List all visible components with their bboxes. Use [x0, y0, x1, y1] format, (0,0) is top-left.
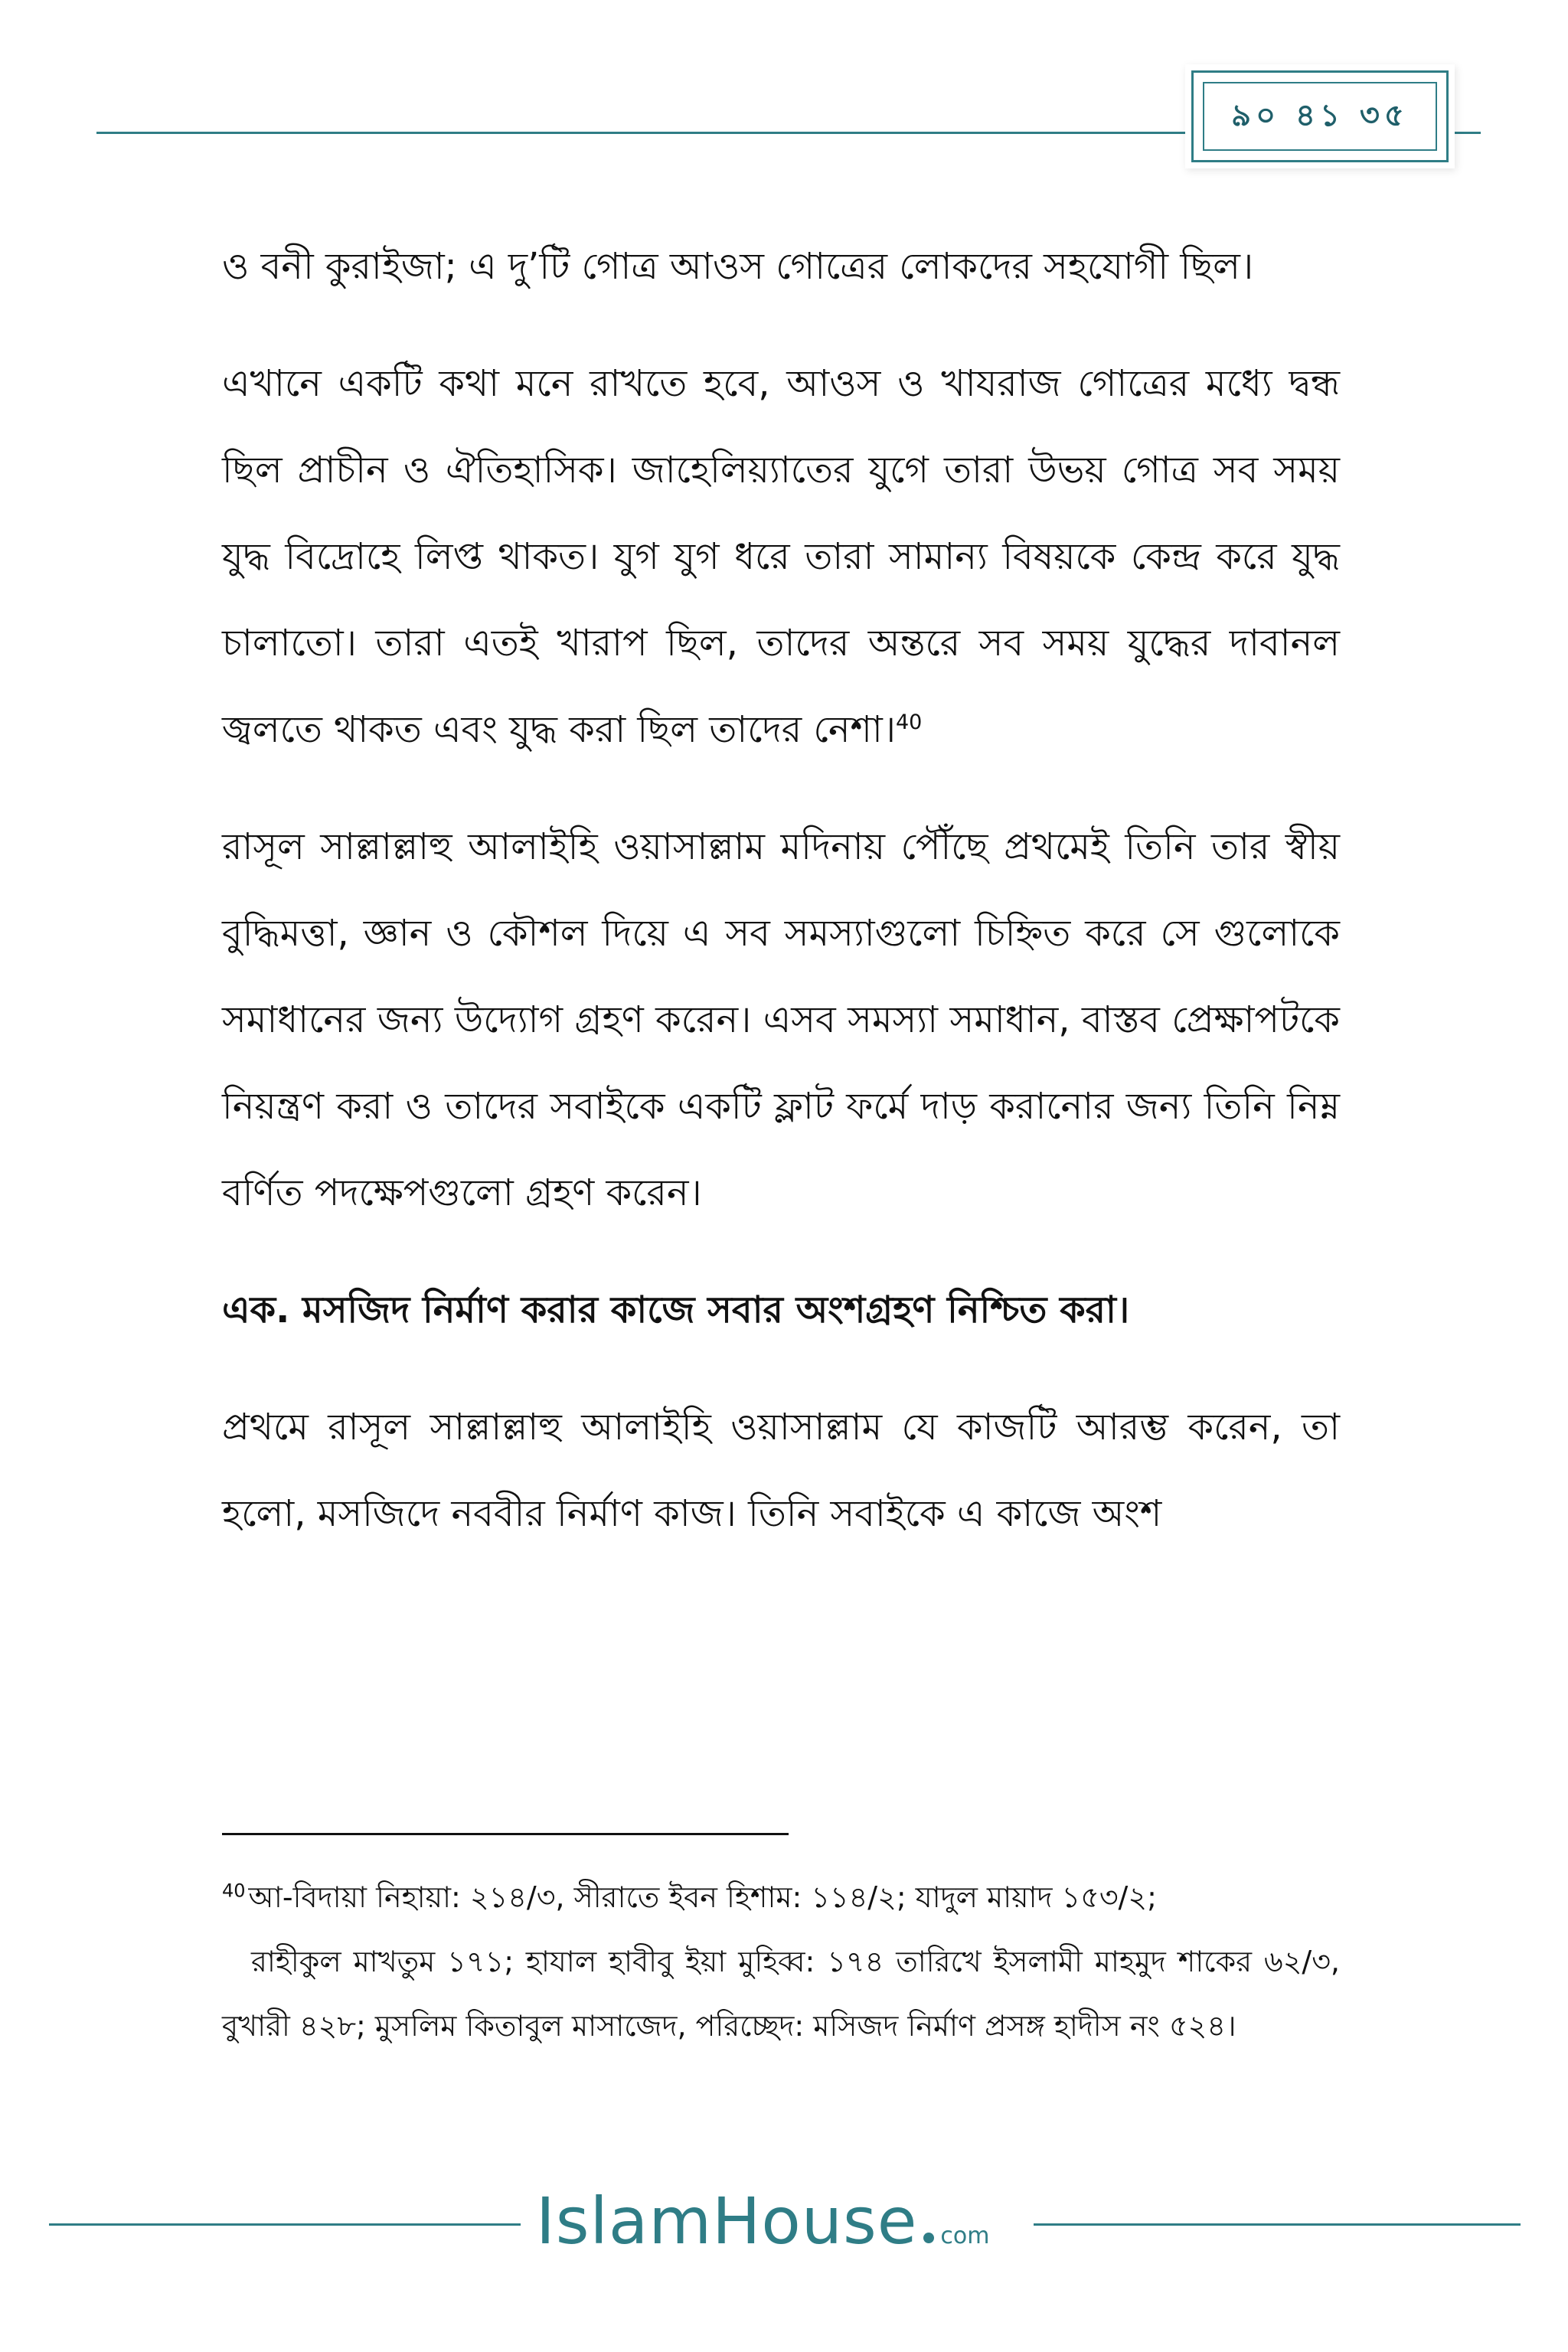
- footnote-continuation: রাহীকুল মাখতুম ১৭১; হাযাল হাবীবু ইয়া মুহিব্ব: ১৭৪ তারিখে ইসলামী মাহমুদ শাকের ৬২/৩, বুখারী ৪২৮; মুসলিম কিতাবুল মাসাজেদ, পরিচ্ছেদ: মসিজদ নির্মাণ প্রসঙ্গ হাদীস নং ৫২৪।: [222, 1945, 1340, 2043]
- header-rule-left: [96, 132, 1207, 134]
- footnote-reference[interactable]: 40: [896, 710, 923, 734]
- islamhouse-logo[interactable]: [536, 2184, 990, 2260]
- footnote-line-1: আ-বিদায়া নিহায়া: ২১৪/৩, সীরাতে ইবন হিশাম: ১১৪/২; যাদুল মায়াদ ১৫৩/২;: [248, 1880, 1157, 1914]
- brand-name: IslamHouse: [536, 2184, 918, 2259]
- header-rule-right: [1455, 132, 1481, 134]
- page-number-badge: [1191, 70, 1449, 162]
- page-body: [222, 224, 1340, 1588]
- brand-dot-icon: [923, 2233, 934, 2243]
- paragraph-2: [222, 341, 1340, 773]
- footer-rule-right: [1034, 2223, 1521, 2226]
- footnote-divider: [222, 1833, 789, 1835]
- paragraph-1: ও বনী কুরাইজা; এ দু’টি গোত্র আওস গোত্রের লোকদের সহযোগী ছিল।: [222, 245, 1254, 288]
- paragraph-4: প্রথমে রাসূল সাল্লাল্লাহু আলাইহি ওয়াসাল্লাম যে কাজটি আরম্ভ করেন, তা হলো, মসজিদে নববীর নির্মাণ কাজ। তিনি সবাইকে এ কাজে অংশ: [222, 1406, 1340, 1535]
- footer-rule-left: [49, 2223, 521, 2226]
- section-heading: এক. মসজিদ নির্মাণ করার কাজে সবার অংশগ্রহণ নিশ্চিত করা।: [222, 1289, 1130, 1331]
- footnote-number: 40: [222, 1880, 246, 1902]
- page-number-frame: [1203, 82, 1437, 151]
- brand-domain: com: [940, 2223, 990, 2249]
- page-number: ৯০ ৪১ ৩৫: [1231, 97, 1409, 133]
- footnote: [222, 1865, 1340, 2058]
- paragraph-3: রাসূল সাল্লাল্লাহু আলাইহি ওয়াসাল্লাম মদিনায় পৌঁছে প্রথমেই তিনি তার স্বীয় বুদ্ধিমত্তা, জ্ঞান ও কৌশল দিয়ে এ সব সমস্যাগুলো চিহ্নিত করে সে গুলোকে সমাধানের জন্য উদ্যোগ গ্রহণ করেন। এসব সমস্যা সমাধান, বাস্তব প্রেক্ষাপটকে নিয়ন্ত্রণ করা ও তাদের সবাইকে একটি ফ্লাট ফর্মে দাড় করানোর জন্য তিনি নিম্ন বর্ণিত পদক্ষেপগুলো গ্রহণ করেন।: [222, 825, 1340, 1214]
- paragraph-2-text: এখানে একটি কথা মনে রাখতে হবে, আওস ও খাযরাজ গোত্রের মধ্যে দ্বন্ধ ছিল প্রাচীন ও ঐতিহাসিক। জাহেলিয়্যাতের যুগে তারা উভয় গোত্র সব সময় যুদ্ধ বিদ্রোহে লিপ্ত থাকত। যুগ যুগ ধরে তারা সামান্য বিষয়কে কেন্দ্র করে যুদ্ধ চালাতো। তারা এতই খারাপ ছিল, তাদের অন্তরে সব সময় যুদ্ধের দাবানল জ্বলতে থাকত এবং যুদ্ধ করা ছিল তাদের নেশা।: [222, 362, 1341, 751]
